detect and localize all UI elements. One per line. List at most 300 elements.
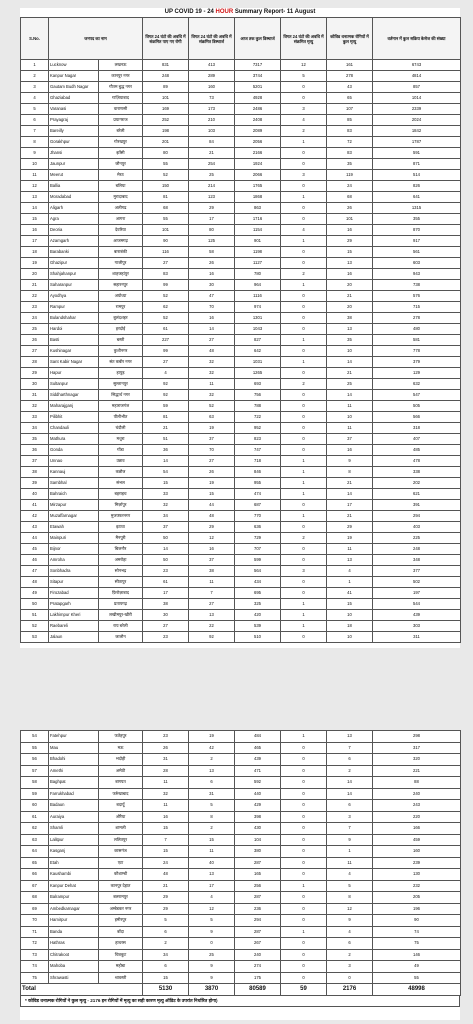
table-row bbox=[21, 170, 461, 181]
table-row bbox=[21, 577, 461, 588]
table-row bbox=[21, 880, 461, 892]
row-district-en: Gautam Budh Nagar bbox=[49, 82, 99, 93]
row-sno: 34 bbox=[21, 423, 49, 434]
row-district-hi: देवरिया bbox=[99, 225, 143, 236]
table-row bbox=[21, 291, 461, 302]
row-deaths-total: 278 bbox=[327, 71, 373, 82]
row-active: 197 bbox=[373, 588, 461, 599]
table-row bbox=[21, 60, 461, 71]
row-sno: 10 bbox=[21, 159, 49, 170]
table-row bbox=[21, 588, 461, 599]
row-district-en: Raebareli bbox=[49, 621, 99, 632]
row-active: 505 bbox=[373, 401, 461, 412]
table-row bbox=[21, 412, 461, 423]
row-discharged-24h: 42 bbox=[189, 742, 235, 754]
row-district-hi: लखीमपुर-खीरी bbox=[99, 610, 143, 621]
row-discharged-24h: 214 bbox=[189, 181, 235, 192]
row-total-discharged: 440 bbox=[235, 788, 281, 800]
row-positive-24h: 101 bbox=[143, 93, 189, 104]
row-discharged-24h: 73 bbox=[189, 93, 235, 104]
row-district-hi: मैनपुरी bbox=[99, 533, 143, 544]
row-district-hi: झाँसी bbox=[99, 148, 143, 159]
row-active: 355 bbox=[373, 214, 461, 225]
row-total-discharged: 2166 bbox=[235, 148, 281, 159]
row-district-hi: बदायूँ bbox=[99, 800, 143, 812]
row-discharged-24h: 9 bbox=[189, 961, 235, 973]
row-district-hi: कानपुर नगर bbox=[99, 71, 143, 82]
row-discharged-24h: 19 bbox=[189, 731, 235, 743]
row-sno: 1 bbox=[21, 60, 49, 71]
row-deaths-total: 15 bbox=[327, 599, 373, 610]
row-discharged-24h: 47 bbox=[189, 291, 235, 302]
row-deaths-total: 161 bbox=[327, 60, 373, 71]
row-sno: 47 bbox=[21, 566, 49, 577]
row-active: 294 bbox=[373, 511, 461, 522]
row-total-discharged: 380 bbox=[235, 846, 281, 858]
row-district-en: Shrawasti bbox=[49, 972, 99, 984]
row-sno: 75 bbox=[21, 972, 49, 984]
row-deaths-24h: 0 bbox=[281, 834, 327, 846]
table-row bbox=[21, 892, 461, 904]
row-district-en: Kanpur Dehat bbox=[49, 880, 99, 892]
row-district-en: Ballia bbox=[49, 181, 99, 192]
row-total-discharged: 7317 bbox=[235, 60, 281, 71]
row-district-hi: फर्रुखाबाद bbox=[99, 788, 143, 800]
row-deaths-24h: 1 bbox=[281, 511, 327, 522]
table-row bbox=[21, 823, 461, 835]
table-row bbox=[21, 269, 461, 280]
row-deaths-total: 4 bbox=[327, 566, 373, 577]
row-active: 502 bbox=[373, 577, 461, 588]
row-deaths-total: 12 bbox=[327, 903, 373, 915]
table-row bbox=[21, 544, 461, 555]
row-district-en: Siddharthnagar bbox=[49, 390, 99, 401]
table-row bbox=[21, 225, 461, 236]
row-active: 581 bbox=[373, 335, 461, 346]
table-row bbox=[21, 610, 461, 621]
row-sno: 6 bbox=[21, 115, 49, 126]
row-sno: 15 bbox=[21, 214, 49, 225]
row-sno: 27 bbox=[21, 346, 49, 357]
row-positive-24h: 80 bbox=[143, 148, 189, 159]
row-positive-24h: 29 bbox=[143, 892, 189, 904]
row-positive-24h: 52 bbox=[143, 170, 189, 181]
row-total-discharged: 474 bbox=[235, 489, 281, 500]
row-active: 943 bbox=[373, 269, 461, 280]
table-row bbox=[21, 82, 461, 93]
row-district-hi: गाजीपुर bbox=[99, 258, 143, 269]
row-total-discharged: 1031 bbox=[235, 357, 281, 368]
row-total-discharged: 274 bbox=[235, 961, 281, 973]
row-deaths-total: 1 bbox=[327, 846, 373, 858]
row-active: 621 bbox=[373, 489, 461, 500]
total-active: 48998 bbox=[373, 984, 461, 996]
row-district-en: Ghazipur bbox=[49, 258, 99, 269]
row-deaths-total: 2 bbox=[327, 765, 373, 777]
row-discharged-24h: 63 bbox=[189, 412, 235, 423]
row-deaths-24h: 0 bbox=[281, 148, 327, 159]
report-title: UP COVID 19 - 24 HOUR Summary Report- 11 August bbox=[164, 9, 316, 15]
row-total-discharged: 3744 bbox=[235, 71, 281, 82]
table-row bbox=[21, 765, 461, 777]
row-district-en: Mirzapur bbox=[49, 500, 99, 511]
row-discharged-24h: 173 bbox=[189, 104, 235, 115]
row-district-en: Amroha bbox=[49, 555, 99, 566]
row-district-hi: अलीगढ bbox=[99, 203, 143, 214]
row-positive-24h: 90 bbox=[143, 236, 189, 247]
row-sno: 20 bbox=[21, 269, 49, 280]
row-district-en: Balrampur bbox=[49, 892, 99, 904]
table-row bbox=[21, 467, 461, 478]
row-deaths-24h: 0 bbox=[281, 742, 327, 754]
row-deaths-24h: 1 bbox=[281, 236, 327, 247]
row-total-discharged: 788 bbox=[235, 401, 281, 412]
row-discharged-24h: 2 bbox=[189, 754, 235, 766]
row-total-discharged: 952 bbox=[235, 423, 281, 434]
row-deaths-24h: 1 bbox=[281, 467, 327, 478]
row-positive-24h: 831 bbox=[143, 60, 189, 71]
row-active: 49 bbox=[373, 961, 461, 973]
row-total-discharged: 2486 bbox=[235, 104, 281, 115]
row-district-hi: हाथरस bbox=[99, 938, 143, 950]
row-deaths-24h: 0 bbox=[281, 368, 327, 379]
row-district-hi: अम्बेडकर नगर bbox=[99, 903, 143, 915]
covid-table-part1 bbox=[20, 17, 461, 643]
row-district-hi: अयोध्या bbox=[99, 291, 143, 302]
row-district-hi: चंदौली bbox=[99, 423, 143, 434]
row-active: 632 bbox=[373, 379, 461, 390]
row-deaths-24h: 0 bbox=[281, 544, 327, 555]
row-district-hi: गोरखपुर bbox=[99, 137, 143, 148]
row-district-hi: सुल्तानपुर bbox=[99, 379, 143, 390]
row-deaths-total: 14 bbox=[327, 489, 373, 500]
row-district-hi: बहराइच bbox=[99, 489, 143, 500]
row-deaths-total: 3 bbox=[327, 961, 373, 973]
row-sno: 51 bbox=[21, 610, 49, 621]
row-district-en: Barabanki bbox=[49, 247, 99, 258]
row-total-discharged: 1868 bbox=[235, 192, 281, 203]
row-sno: 46 bbox=[21, 555, 49, 566]
row-district-hi: प्रतापगढ़ bbox=[99, 599, 143, 610]
table-row bbox=[21, 903, 461, 915]
row-deaths-24h: 0 bbox=[281, 423, 327, 434]
row-deaths-total: 5 bbox=[327, 880, 373, 892]
table-row bbox=[21, 926, 461, 938]
row-total-discharged: 718 bbox=[235, 456, 281, 467]
row-district-hi: वाराणसी bbox=[99, 104, 143, 115]
report-sheet-part1 bbox=[20, 8, 460, 648]
row-total-discharged: 465 bbox=[235, 742, 281, 754]
row-deaths-total: 14 bbox=[327, 777, 373, 789]
row-total-discharged: 846 bbox=[235, 467, 281, 478]
row-total-discharged: 1765 bbox=[235, 181, 281, 192]
row-deaths-total: 15 bbox=[327, 247, 373, 258]
row-sno: 52 bbox=[21, 621, 49, 632]
row-district-hi: शामली bbox=[99, 823, 143, 835]
row-discharged-24h: 2 bbox=[189, 823, 235, 835]
row-discharged-24h: 13 bbox=[189, 610, 235, 621]
row-district-hi: आगरा bbox=[99, 214, 143, 225]
row-sno: 39 bbox=[21, 478, 49, 489]
total-deaths-total: 2176 bbox=[327, 984, 373, 996]
row-total-discharged: 2089 bbox=[235, 126, 281, 137]
row-active: 338 bbox=[373, 467, 461, 478]
row-discharged-24h: 12 bbox=[189, 903, 235, 915]
table-row bbox=[21, 777, 461, 789]
row-deaths-total: 11 bbox=[327, 544, 373, 555]
row-positive-24h: 33 bbox=[143, 489, 189, 500]
row-total-discharged: 420 bbox=[235, 610, 281, 621]
row-sno: 48 bbox=[21, 577, 49, 588]
row-district-hi: शाहजहांपुर bbox=[99, 269, 143, 280]
row-discharged-24h: 21 bbox=[189, 148, 235, 159]
row-deaths-24h: 0 bbox=[281, 588, 327, 599]
row-deaths-24h: 0 bbox=[281, 291, 327, 302]
row-total-discharged: 823 bbox=[235, 434, 281, 445]
row-district-en: Shahjahanpur bbox=[49, 269, 99, 280]
row-total-discharged: 510 bbox=[235, 632, 281, 643]
row-district-en: Jhansi bbox=[49, 148, 99, 159]
row-deaths-total: 16 bbox=[327, 225, 373, 236]
row-total-discharged: 236 bbox=[235, 903, 281, 915]
row-district-en: Banda bbox=[49, 926, 99, 938]
row-discharged-24h: 30 bbox=[189, 280, 235, 291]
table-row bbox=[21, 489, 461, 500]
row-active: 88 bbox=[373, 777, 461, 789]
row-district-hi: गाज़ियाबाद bbox=[99, 93, 143, 104]
table-row bbox=[21, 949, 461, 961]
row-district-hi: बुलंदशहर bbox=[99, 313, 143, 324]
row-district-en: Agra bbox=[49, 214, 99, 225]
row-deaths-total: 25 bbox=[327, 379, 373, 390]
row-discharged-24h: 13 bbox=[189, 869, 235, 881]
row-sno: 37 bbox=[21, 456, 49, 467]
total-row bbox=[21, 984, 461, 996]
table-row bbox=[21, 214, 461, 225]
row-total-discharged: 695 bbox=[235, 588, 281, 599]
row-district-en: Bhadohi bbox=[49, 754, 99, 766]
row-deaths-total: 101 bbox=[327, 214, 373, 225]
row-active: 220 bbox=[373, 811, 461, 823]
row-positive-24h: 99 bbox=[143, 346, 189, 357]
row-deaths-total: 65 bbox=[327, 93, 373, 104]
row-positive-24h: 6 bbox=[143, 926, 189, 938]
row-active: 407 bbox=[373, 434, 461, 445]
row-discharged-24h: 413 bbox=[189, 60, 235, 71]
row-district-hi: हमीरपुर bbox=[99, 915, 143, 927]
row-deaths-24h: 0 bbox=[281, 555, 327, 566]
row-discharged-24h: 32 bbox=[189, 357, 235, 368]
row-district-hi: इटावा bbox=[99, 522, 143, 533]
row-sno: 55 bbox=[21, 742, 49, 754]
row-discharged-24h: 48 bbox=[189, 511, 235, 522]
row-discharged-24h: 92 bbox=[189, 632, 235, 643]
row-active: 298 bbox=[373, 731, 461, 743]
row-sno: 70 bbox=[21, 915, 49, 927]
table-row bbox=[21, 247, 461, 258]
table-row bbox=[21, 566, 461, 577]
row-deaths-total: 6 bbox=[327, 754, 373, 766]
row-total-discharged: 687 bbox=[235, 500, 281, 511]
row-sno: 17 bbox=[21, 236, 49, 247]
row-sno: 33 bbox=[21, 412, 49, 423]
row-district-hi: बरेली bbox=[99, 126, 143, 137]
row-deaths-total: 6 bbox=[327, 800, 373, 812]
row-deaths-total: 14 bbox=[327, 357, 373, 368]
row-discharged-24h: 11 bbox=[189, 577, 235, 588]
table-row bbox=[21, 236, 461, 247]
row-district-hi: मुजफ्फरनगर bbox=[99, 511, 143, 522]
row-district-en: Hamirpur bbox=[49, 915, 99, 927]
row-sno: 30 bbox=[21, 379, 49, 390]
row-deaths-total: 18 bbox=[327, 621, 373, 632]
row-deaths-total: 83 bbox=[327, 148, 373, 159]
table-row bbox=[21, 731, 461, 743]
row-total-discharged: 256 bbox=[235, 880, 281, 892]
row-discharged-24h: 13 bbox=[189, 765, 235, 777]
table-row bbox=[21, 632, 461, 643]
row-active: 4814 bbox=[373, 71, 461, 82]
row-deaths-total: 13 bbox=[327, 731, 373, 743]
row-active: 160 bbox=[373, 846, 461, 858]
row-district-en: Pilibhit bbox=[49, 412, 99, 423]
header-deaths-total: कोविड धनात्मक रोगियों में कुल मृत्यु bbox=[327, 18, 373, 60]
row-district-hi: कासगंज bbox=[99, 846, 143, 858]
row-district-en: Gonda bbox=[49, 445, 99, 456]
row-positive-24h: 24 bbox=[143, 857, 189, 869]
row-deaths-total: 7 bbox=[327, 823, 373, 835]
table-row bbox=[21, 511, 461, 522]
row-total-discharged: 747 bbox=[235, 445, 281, 456]
row-deaths-24h: 0 bbox=[281, 915, 327, 927]
row-discharged-24h: 15 bbox=[189, 834, 235, 846]
row-sno: 74 bbox=[21, 961, 49, 973]
row-deaths-total: 8 bbox=[327, 892, 373, 904]
row-total-discharged: 707 bbox=[235, 544, 281, 555]
row-sno: 63 bbox=[21, 834, 49, 846]
row-active: 166 bbox=[373, 823, 461, 835]
row-deaths-total: 4 bbox=[327, 869, 373, 881]
table-row bbox=[21, 434, 461, 445]
row-active: 871 bbox=[373, 159, 461, 170]
header-discharged-24h: विगत 24 घंटो की अवधि में संक्रमित डिस्चार्ज bbox=[189, 18, 235, 60]
row-sno: 5 bbox=[21, 104, 49, 115]
row-district-en: Moradabad bbox=[49, 192, 99, 203]
row-positive-24h: 7 bbox=[143, 834, 189, 846]
row-deaths-24h: 1 bbox=[281, 926, 327, 938]
row-active: 576 bbox=[373, 291, 461, 302]
row-district-hi: गौतम बुद्ध नगर bbox=[99, 82, 143, 93]
row-positive-24h: 198 bbox=[143, 126, 189, 137]
row-discharged-24h: 9 bbox=[189, 926, 235, 938]
row-active: 225 bbox=[373, 533, 461, 544]
row-district-hi: गोंडा bbox=[99, 445, 143, 456]
row-active: 232 bbox=[373, 880, 461, 892]
row-positive-24h: 6 bbox=[143, 961, 189, 973]
table-row bbox=[21, 390, 461, 401]
row-deaths-24h: 0 bbox=[281, 390, 327, 401]
row-deaths-total: 37 bbox=[327, 434, 373, 445]
row-total-discharged: 780 bbox=[235, 269, 281, 280]
row-district-en: Jaunpur bbox=[49, 159, 99, 170]
row-discharged-24h: 123 bbox=[189, 192, 235, 203]
row-sno: 7 bbox=[21, 126, 49, 137]
row-active: 2024 bbox=[373, 115, 461, 126]
row-district-en: Kushinagar bbox=[49, 346, 99, 357]
row-total-discharged: 1127 bbox=[235, 258, 281, 269]
row-deaths-24h: 0 bbox=[281, 500, 327, 511]
row-total-discharged: 287 bbox=[235, 892, 281, 904]
row-deaths-total: 20 bbox=[327, 280, 373, 291]
row-sno: 38 bbox=[21, 467, 49, 478]
row-deaths-total: 43 bbox=[327, 82, 373, 93]
row-positive-24h: 2 bbox=[143, 938, 189, 950]
row-positive-24h: 23 bbox=[143, 566, 189, 577]
row-positive-24h: 37 bbox=[143, 522, 189, 533]
row-active: 778 bbox=[373, 346, 461, 357]
row-active: 478 bbox=[373, 456, 461, 467]
row-positive-24h: 16 bbox=[143, 811, 189, 823]
row-positive-24h: 81 bbox=[143, 412, 189, 423]
row-deaths-24h: 1 bbox=[281, 137, 327, 148]
row-discharged-24h: 26 bbox=[189, 467, 235, 478]
table-row bbox=[21, 961, 461, 973]
row-deaths-total: 2 bbox=[327, 949, 373, 961]
row-positive-24h: 52 bbox=[143, 313, 189, 324]
row-positive-24h: 21 bbox=[143, 880, 189, 892]
row-district-hi: बलिया bbox=[99, 181, 143, 192]
row-active: 561 bbox=[373, 247, 461, 258]
row-district-en: Deoria bbox=[49, 225, 99, 236]
row-discharged-24h: 27 bbox=[189, 456, 235, 467]
row-deaths-total: 107 bbox=[327, 104, 373, 115]
row-sno: 45 bbox=[21, 544, 49, 555]
row-discharged-24h: 52 bbox=[189, 401, 235, 412]
row-deaths-24h: 0 bbox=[281, 181, 327, 192]
row-positive-24h: 68 bbox=[143, 203, 189, 214]
row-district-hi: सीतापुर bbox=[99, 577, 143, 588]
row-discharged-24h: 29 bbox=[189, 203, 235, 214]
row-discharged-24h: 17 bbox=[189, 214, 235, 225]
row-deaths-24h: 0 bbox=[281, 961, 327, 973]
row-discharged-24h: 32 bbox=[189, 368, 235, 379]
row-active: 202 bbox=[373, 478, 461, 489]
row-deaths-24h: 2 bbox=[281, 126, 327, 137]
row-deaths-24h: 0 bbox=[281, 903, 327, 915]
row-sno: 71 bbox=[21, 926, 49, 938]
row-positive-24h: 252 bbox=[143, 115, 189, 126]
row-deaths-24h: 0 bbox=[281, 800, 327, 812]
row-deaths-24h: 0 bbox=[281, 972, 327, 984]
row-total-discharged: 1301 bbox=[235, 313, 281, 324]
row-district-en: Mathura bbox=[49, 434, 99, 445]
row-deaths-total: 72 bbox=[327, 137, 373, 148]
row-district-en: Bahraich bbox=[49, 489, 99, 500]
row-district-en: Pratapgarh bbox=[49, 599, 99, 610]
row-active: 303 bbox=[373, 621, 461, 632]
row-sno: 28 bbox=[21, 357, 49, 368]
row-district-en: Rampur bbox=[49, 302, 99, 313]
row-district-en: Basti bbox=[49, 335, 99, 346]
row-deaths-total: 20 bbox=[327, 302, 373, 313]
row-district-en: Badaun bbox=[49, 800, 99, 812]
row-positive-24h: 21 bbox=[143, 423, 189, 434]
row-sno: 2 bbox=[21, 71, 49, 82]
row-active: 205 bbox=[373, 892, 461, 904]
row-positive-24h: 50 bbox=[143, 555, 189, 566]
row-positive-24h: 201 bbox=[143, 137, 189, 148]
row-discharged-24h: 103 bbox=[189, 126, 235, 137]
